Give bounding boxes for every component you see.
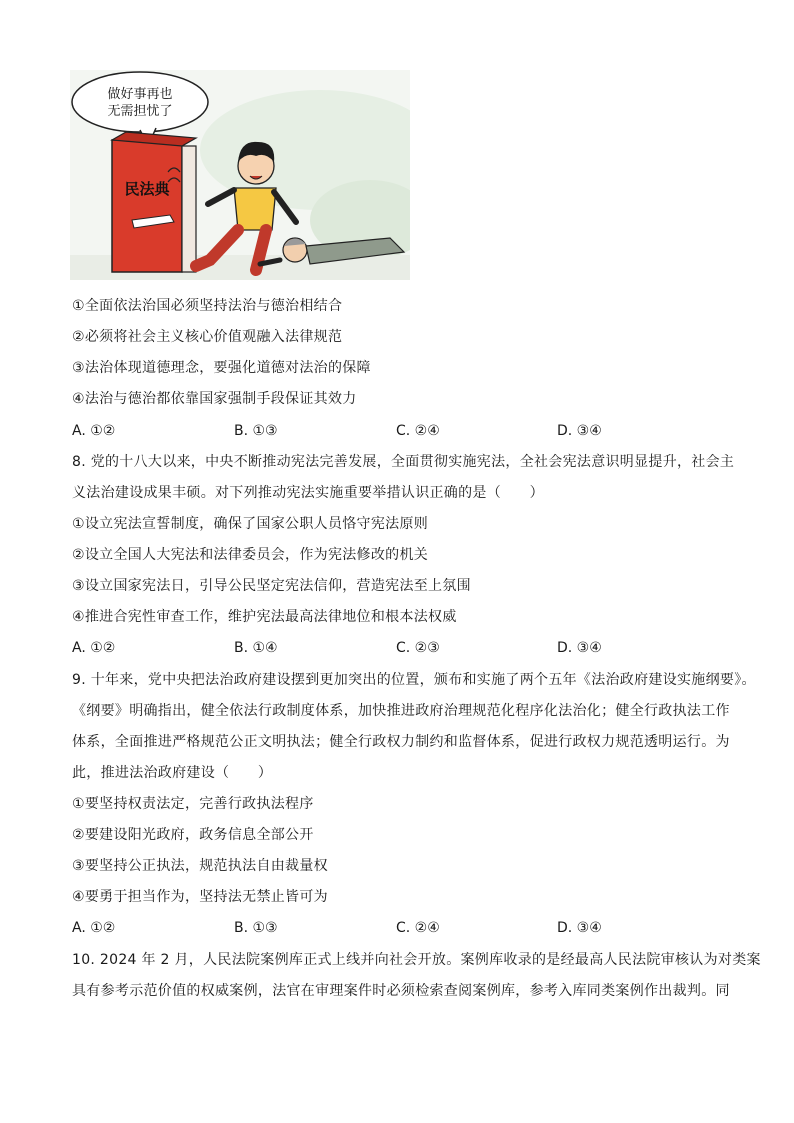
- q9-option-b[interactable]: B. ①③: [234, 920, 278, 936]
- q9-stem-line-2: 《纲要》明确指出，健全依法行政制度体系，加快推进政府治理规范化程序化法治化；健全行政执法工作: [72, 703, 730, 719]
- q8-statement-2: ②设立全国人大宪法和法律委员会，作为宪法修改的机关: [72, 547, 429, 563]
- q9-statement-4: ④要勇于担当作为，坚持法无禁止皆可为: [72, 889, 328, 905]
- q7-statement-1: ①全面依法治国必须坚持法治与德治相结合: [72, 298, 343, 314]
- q8-option-b[interactable]: B. ①④: [234, 640, 278, 656]
- q9-stem-line-4: 此，推进法治政府建设（ ）: [72, 765, 273, 781]
- q7-statement-2: ②必须将社会主义核心价值观融入法律规范: [72, 329, 343, 345]
- q9-stem-line-3: 体系，全面推进严格规范公正文明执法；健全行政权力制约和监督体系，促进行政权力规范透明运行。为: [72, 734, 730, 750]
- bubble-line-2: 无需担忧了: [107, 104, 173, 119]
- q7-option-c[interactable]: C. ②④: [396, 423, 440, 439]
- q7-option-d[interactable]: D. ③④: [557, 423, 602, 439]
- q9-option-a[interactable]: A. ①②: [72, 920, 116, 936]
- q8-option-a[interactable]: A. ①②: [72, 640, 116, 656]
- q8-statement-4: ④推进合宪性审查工作，维护宪法最高法律地位和根本法权威: [72, 609, 457, 625]
- q7-option-a[interactable]: A. ①②: [72, 423, 116, 439]
- q8-stem-line-2: 义法治建设成果丰硕。对下列推动宪法实施重要举措认识正确的是（ ）: [72, 485, 544, 501]
- q9-statement-2: ②要建设阳光政府，政务信息全部公开: [72, 827, 314, 843]
- q7-statement-4: ④法治与德治都依靠国家强制手段保证其效力: [72, 391, 357, 407]
- q9-statement-1: ①要坚持权责法定，完善行政执法程序: [72, 796, 314, 812]
- q8-option-d[interactable]: D. ③④: [557, 640, 602, 656]
- bubble-line-1: 做好事再也: [107, 87, 173, 102]
- q10-stem-line-1: 10. 2024 年 2 月，人民法院案例库正式上线并向社会开放。案例库收录的是经最高人民法院审核认为对类案: [72, 952, 761, 968]
- q9-statement-3: ③要坚持公正执法，规范执法自由裁量权: [72, 858, 328, 874]
- q8-statement-1: ①设立宪法宣誓制度，确保了国家公职人员恪守宪法原则: [72, 516, 429, 532]
- q9-stem-line-1: 9. 十年来，党中央把法治政府建设摆到更加突出的位置，颁布和实施了两个五年《法治政府建设实施纲要》。: [72, 672, 756, 688]
- q9-option-d[interactable]: D. ③④: [557, 920, 602, 936]
- civil-code-cartoon: [70, 70, 410, 280]
- speech-bubble: [72, 72, 208, 132]
- q8-option-c[interactable]: C. ②③: [396, 640, 440, 656]
- q8-statement-3: ③设立国家宪法日，引导公民坚定宪法信仰，营造宪法至上氛围: [72, 578, 471, 594]
- q8-stem-line-1: 8. 党的十八大以来，中央不断推动宪法完善发展，全面贯彻实施宪法，全社会宪法意识明显提升，社会主: [72, 454, 735, 470]
- book-title: 民法典: [124, 180, 170, 198]
- q10-stem-line-2: 具有参考示范价值的权威案例，法官在审理案件时必须检索查阅案例库，参考入库同类案例作出裁判。同: [72, 983, 730, 999]
- q9-option-c[interactable]: C. ②④: [396, 920, 440, 936]
- q7-option-b[interactable]: B. ①③: [234, 423, 278, 439]
- q7-statement-3: ③法治体现道德理念，要强化道德对法治的保障: [72, 360, 371, 376]
- civil-code-book-icon: [112, 132, 196, 272]
